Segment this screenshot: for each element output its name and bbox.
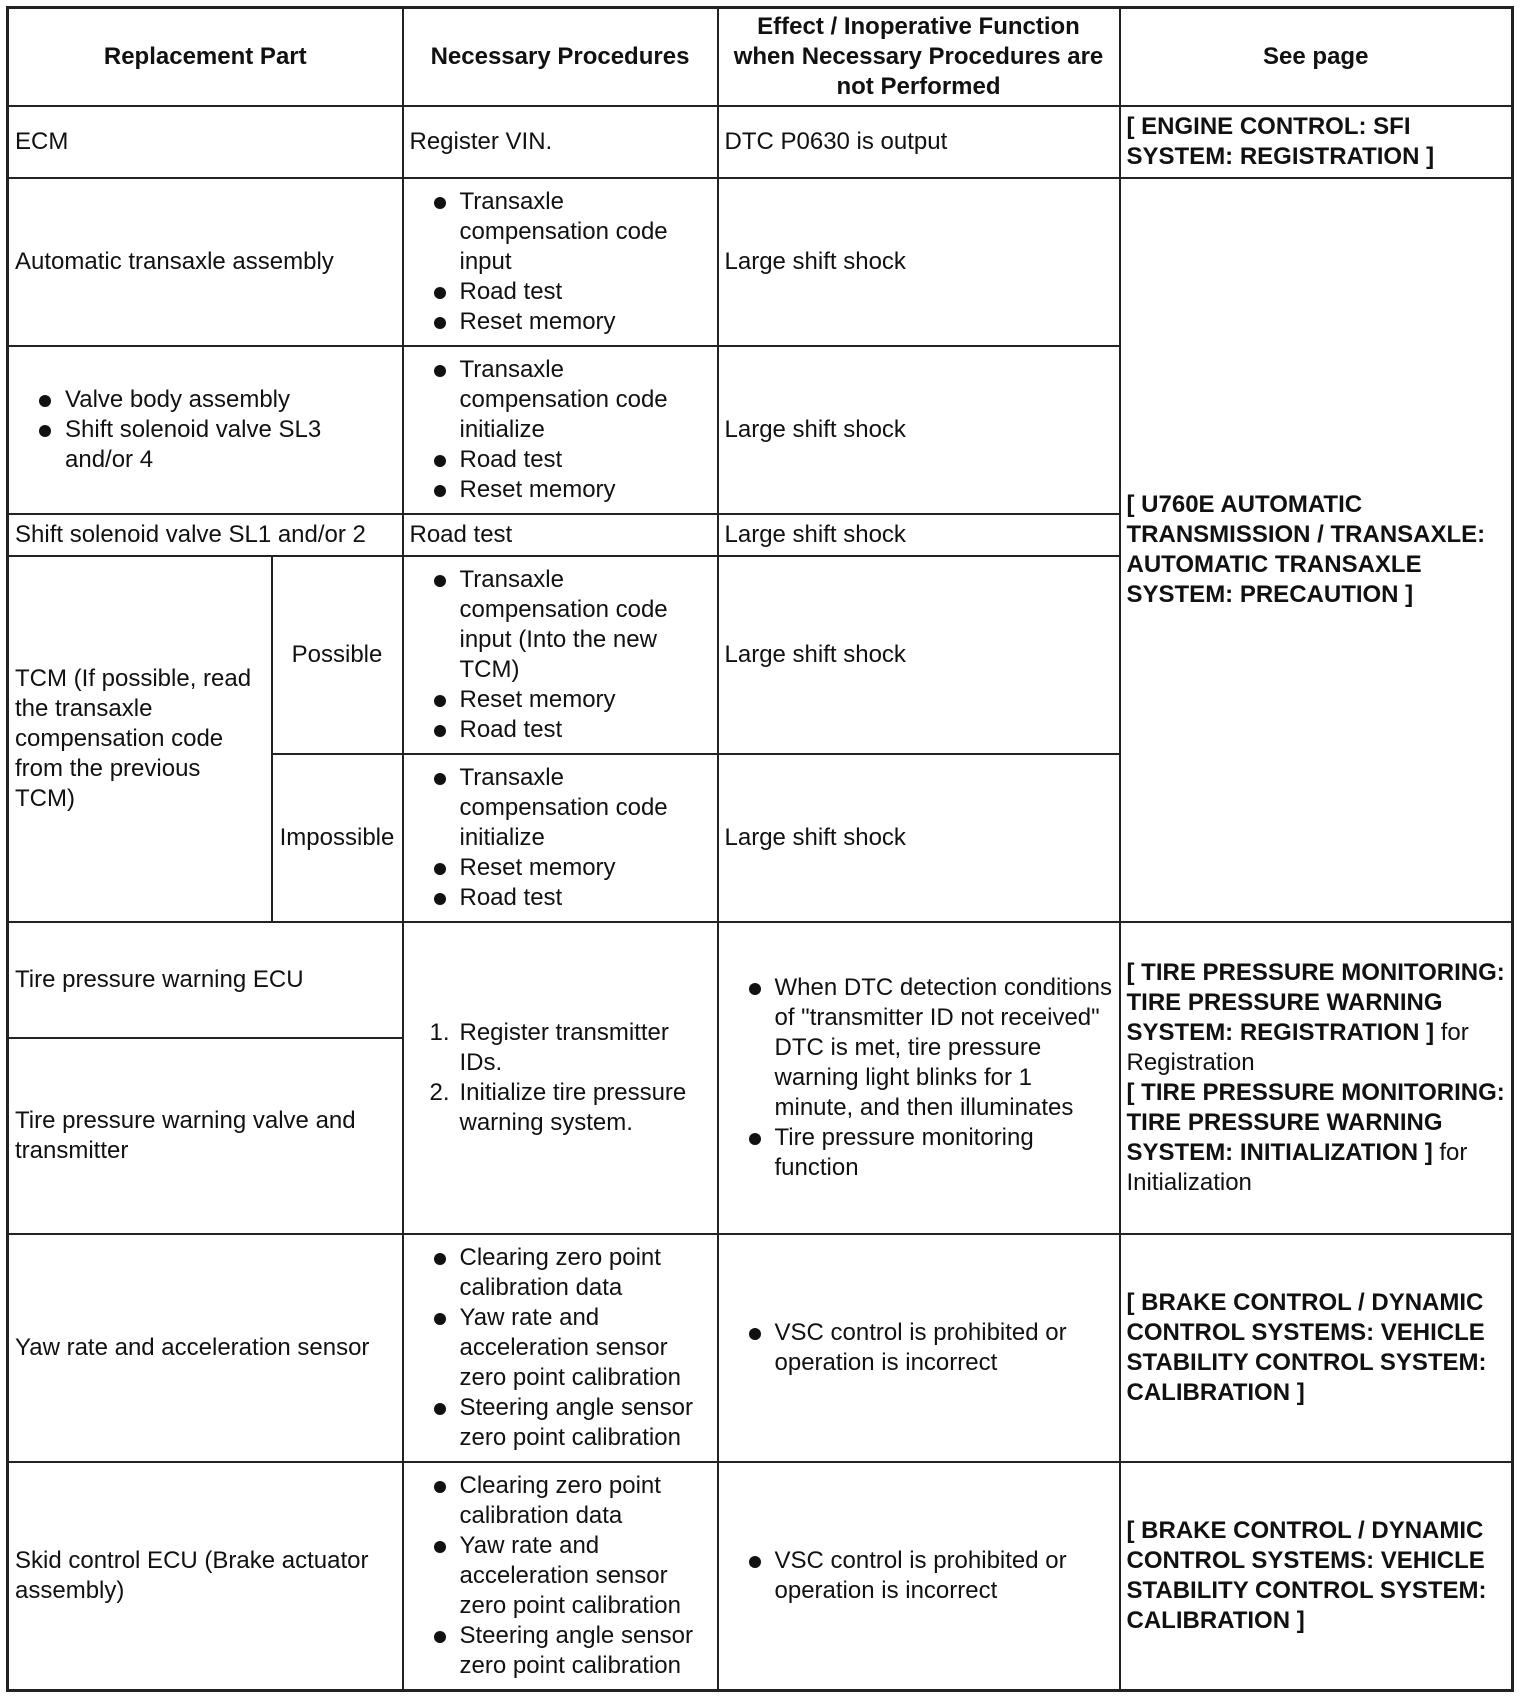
sl1-effect: Large shift shock [718,514,1120,556]
list-item: Clearing zero point calibration data [410,1471,711,1531]
transmission-see-page: [ U760E AUTOMATIC TRANSMISSION / TRANSAXLE: AUTOMATIC TRANSAXLE SYSTEM: PRECAUTION ] [1120,178,1513,922]
list-number: 1. [429,1019,450,1046]
table-row-auto-transaxle [8,178,1513,346]
sl1-part: Shift solenoid valve SL1 and/or 2 [8,514,403,556]
list-text: Register transmitter IDs. [459,1019,669,1076]
list-item: Shift solenoid valve SL3 and/or 4 [15,415,396,475]
ecm-procedure: Register VIN. [403,106,718,178]
list-item: When DTC detection conditions of "transmitter ID not received" DTC is met, tire pressure warning light blinks for 1 minute, and then illuminates [725,973,1113,1123]
tire-see-page-initialization [1127,1078,1506,1198]
header-see-page: See page [1120,8,1513,107]
list-item: Road test [410,277,711,307]
list-text: Initialize tire pressure warning system. [459,1079,687,1136]
list-item: Road test [410,445,711,475]
skid-effect [718,1462,1120,1690]
document [6,6,1511,1692]
tire-see-page-1: [ TIRE PRESSURE MONITORING: TIRE PRESSURE WARNING SYSTEM: REGISTRATION ] [1126,959,1505,1046]
list-item: Yaw rate and acceleration sensor zero point calibration [410,1531,711,1621]
auto-transaxle-part: Automatic transaxle assembly [8,178,403,346]
valve-body-effect: Large shift shock [718,346,1120,514]
tcm-part: TCM (If possible, read the transaxle compensation code from the previous TCM) [8,556,272,922]
replacement-procedures-table [6,6,1514,1692]
ecm-effect: DTC P0630 is output [718,106,1120,178]
header-effect-line3: not Performed [836,73,1001,100]
list-item: Transaxle compensation code input [410,187,711,277]
list-item: Yaw rate and acceleration sensor zero point calibration [410,1303,711,1393]
tire-see-page-1-suffix: for Registration [1126,1019,1469,1076]
list-item: Road test [410,715,711,745]
header-effect [718,8,1120,107]
skid-part: Skid control ECU (Brake actuator assembly) [8,1462,403,1690]
yaw-effect [718,1234,1120,1462]
table-row-tire-ecu [8,922,1513,1038]
yaw-see-page: [ BRAKE CONTROL / DYNAMIC CONTROL SYSTEMS: VEHICLE STABILITY CONTROL SYSTEM: CALIBRATION ] [1120,1234,1513,1462]
list-item: Transaxle compensation code input (Into the new TCM) [410,565,711,685]
list-item: Reset memory [410,685,711,715]
table-row-skid [8,1462,1513,1690]
auto-transaxle-effect: Large shift shock [718,178,1120,346]
ecm-see-page: [ ENGINE CONTROL: SFI SYSTEM: REGISTRATION ] [1120,106,1513,178]
list-item: Road test [410,883,711,913]
tire-see-page-2-suffix: for Initialization [1126,1139,1468,1196]
tire-see-page-2: [ TIRE PRESSURE MONITORING: TIRE PRESSURE WARNING SYSTEM: INITIALIZATION ] [1126,1079,1505,1166]
tcm-impossible-procedures [403,754,718,922]
list-item [410,1018,711,1078]
list-item: Transaxle compensation code initialize [410,355,711,445]
valve-body-parts [8,346,403,514]
header-effect-line2: when Necessary Procedures are [733,43,1104,70]
tire-see-page [1120,922,1513,1234]
list-item: Valve body assembly [15,385,396,415]
list-item: Tire pressure monitoring function [725,1123,1113,1183]
tcm-possible-effect: Large shift shock [718,556,1120,754]
skid-see-page: [ BRAKE CONTROL / DYNAMIC CONTROL SYSTEMS: VEHICLE STABILITY CONTROL SYSTEM: CALIBRATION ] [1120,1462,1513,1690]
list-number: 2. [429,1079,450,1106]
tire-part-valve: Tire pressure warning valve and transmitter [8,1038,403,1234]
tcm-possible-procedures [403,556,718,754]
list-item: Steering angle sensor zero point calibration [410,1393,711,1453]
auto-transaxle-procedures [403,178,718,346]
tcm-impossible-effect: Large shift shock [718,754,1120,922]
skid-procedures [403,1462,718,1690]
tire-part-ecu: Tire pressure warning ECU [8,922,403,1038]
table-row-yaw [8,1234,1513,1462]
list-item: VSC control is prohibited or operation is incorrect [725,1318,1113,1378]
yaw-part: Yaw rate and acceleration sensor [8,1234,403,1462]
tire-effects [718,922,1120,1234]
yaw-procedures [403,1234,718,1462]
list-item: Steering angle sensor zero point calibration [410,1621,711,1681]
list-item: Reset memory [410,475,711,505]
sl1-procedure: Road test [403,514,718,556]
list-item: VSC control is prohibited or operation is incorrect [725,1546,1113,1606]
table-row-ecm [8,106,1513,178]
tcm-impossible-label: Impossible [272,754,403,922]
valve-body-procedures [403,346,718,514]
tcm-possible-label: Possible [272,556,403,754]
tire-see-page-registration [1127,958,1506,1078]
list-item: Reset memory [410,307,711,337]
tire-procedures [403,922,718,1234]
header-row [8,8,1513,107]
header-effect-line1: Effect / Inoperative Function [757,13,1080,40]
list-item: Clearing zero point calibration data [410,1243,711,1303]
list-item [410,1078,711,1138]
ecm-part: ECM [8,106,403,178]
list-item: Reset memory [410,853,711,883]
header-replacement-part: Replacement Part [8,8,403,107]
list-item: Transaxle compensation code initialize [410,763,711,853]
header-necessary-procedures: Necessary Procedures [403,8,718,107]
